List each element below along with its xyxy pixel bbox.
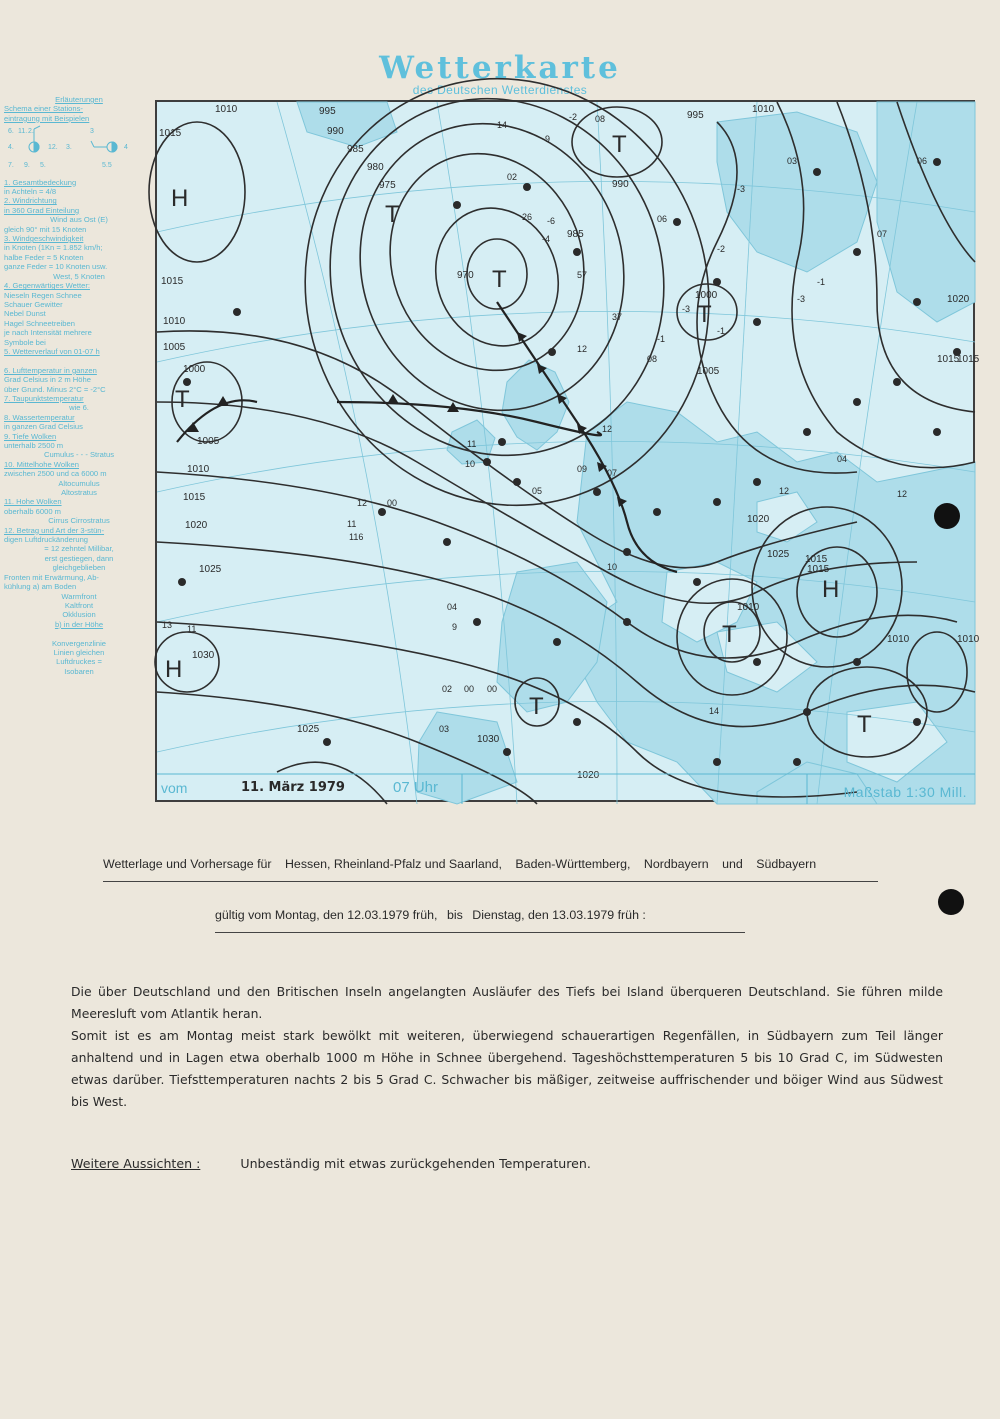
isobar-label: 1005 — [163, 342, 186, 353]
legend-line: Fronten mit Erwärmung, Ab- — [4, 572, 99, 582]
legend-line: 11. Hohe Wolken — [4, 497, 62, 507]
isobar-label: 970 — [457, 270, 474, 281]
isobar-label: 1015 — [807, 564, 830, 575]
map-time: 07 Uhr — [393, 779, 439, 796]
svg-text:7.: 7. — [8, 162, 14, 170]
legend-line: West, 5 Knoten — [53, 271, 105, 281]
station-value: 04 — [837, 454, 848, 464]
legend-line: Altocumulus — [58, 478, 100, 488]
station-value: 08 — [595, 114, 606, 124]
svg-text:5.: 5. — [40, 162, 46, 170]
forecast-body — [71, 981, 943, 1113]
legend-panel — [4, 95, 154, 815]
legend-line — [4, 356, 154, 365]
pressure-center-label: H — [171, 185, 189, 212]
svg-text:9.: 9. — [24, 162, 30, 170]
station-value: 12 — [602, 424, 613, 434]
legend-line: Altostratus — [61, 488, 97, 498]
isobar-label: 1015 — [957, 354, 980, 365]
forecast-outlook — [71, 1156, 591, 1171]
station-value: 12 — [779, 486, 790, 496]
station-value: 10 — [607, 562, 618, 572]
legend-line: 1. Gesamtbedeckung — [4, 177, 77, 187]
legend-line: 5. Wetterverlauf von 01-07 h — [4, 346, 100, 356]
svg-text:12.: 12. — [48, 144, 58, 152]
map-scale: Maßstab 1:30 Mill. — [843, 784, 967, 800]
legend-line: Nieseln Regen Schnee — [4, 290, 82, 300]
station-value: -4 — [542, 234, 551, 244]
isobar-label: 985 — [567, 229, 584, 240]
station-value: -2 — [717, 244, 726, 254]
legend-line: in Knoten (1Kn = 1.852 km/h; — [4, 243, 103, 253]
forecast-validity — [215, 908, 745, 933]
isobar-label: 1015 — [161, 276, 184, 287]
punch-hole-icon — [938, 889, 964, 915]
forecast-valid-part: bis — [446, 908, 463, 922]
pressure-center-label: T — [385, 201, 400, 228]
legend-line: Symbole bei — [4, 337, 46, 347]
station-value: 116 — [349, 532, 364, 542]
station-value: 14 — [709, 706, 720, 716]
isobar-label: 1020 — [185, 520, 208, 531]
station-value: 12 — [577, 344, 588, 354]
forecast-title-part: Südbayern — [756, 857, 817, 871]
pressure-center-label: T — [529, 693, 544, 720]
legend-line: ganze Feder = 10 Knoten usw. — [4, 262, 108, 272]
forecast-paragraph: Die über Deutschland und den Britischen Inseln angelangten Ausläufer des Tiefs bei Island überqueren Deutschland. Sie führen milde Meeresluft vom Atlantik heran. — [71, 984, 943, 1021]
isobar-label: 995 — [319, 106, 336, 117]
forecast-valid-part: gültig vom Montag, den 12.03.1979 früh, — [215, 908, 438, 922]
legend-line: Kaltfront — [64, 600, 94, 610]
legend-line: Erläuterungen — [55, 95, 103, 104]
isobar-label: 1025 — [297, 724, 320, 735]
forecast-title-part: Baden-Württemberg, — [515, 857, 631, 871]
legend-line: 8. Wassertemperatur — [4, 412, 75, 422]
station-value: 11 — [347, 519, 357, 529]
station-value: -2 — [569, 112, 578, 122]
station-value: -6 — [547, 216, 556, 226]
forecast-valid-part: Dienstag, den 13.03.1979 früh : — [472, 908, 646, 922]
legend-line: Nebel Dunst — [4, 309, 46, 319]
station-value: 11 — [467, 439, 477, 449]
legend-line: Isobaren — [64, 666, 94, 676]
station-value: -3 — [682, 304, 691, 314]
legend-line: gleichgeblieben — [52, 563, 106, 573]
forecast-title-part: und — [722, 857, 743, 871]
pressure-center-label: H — [822, 576, 840, 603]
legend-line: unterhalb 2500 m — [4, 441, 64, 450]
station-value: 06 — [657, 214, 668, 224]
station-schema-icon — [4, 123, 144, 175]
pressure-center-label: T — [612, 131, 627, 158]
legend-line: wie 6. — [69, 403, 89, 413]
pressure-center-label: T — [722, 621, 737, 648]
isobar-label: 1030 — [477, 734, 500, 745]
legend-line: 4. Gegenwärtiges Wetter: — [4, 281, 90, 291]
map-canvas — [157, 102, 980, 804]
isobar-label: 1020 — [947, 294, 970, 305]
outlook-text: Unbeständig mit etwas zurückgehenden Temperaturen. — [240, 1156, 591, 1171]
legend-line: 6. Lufttemperatur in ganzen — [4, 365, 97, 375]
station-value: 06 — [917, 156, 928, 166]
legend-line: Cirrus Cirrostratus — [48, 516, 110, 526]
station-value: -3 — [797, 294, 806, 304]
station-value: 14 — [497, 120, 508, 130]
forecast-title-part: Wetterlage und Vorhersage für — [103, 857, 272, 871]
map-title: Wetterkarte — [379, 50, 621, 86]
isobar-label: 995 — [687, 110, 704, 121]
forecast-title-part: Nordbayern — [643, 857, 709, 871]
legend-line: in ganzen Grad Celsius — [4, 422, 83, 432]
station-value: -1 — [717, 326, 726, 336]
isobar-label: 975 — [379, 180, 396, 191]
isobar-label: 1000 — [183, 364, 206, 375]
legend-line: Konvergenzlinie — [51, 638, 107, 648]
isobar-label: 1015 — [805, 554, 828, 565]
station-value: 09 — [577, 464, 588, 474]
legend-line: in Achteln = 4/8 — [4, 187, 57, 197]
map-vom-label: vom — [161, 780, 188, 796]
svg-text:6.: 6. — [8, 128, 14, 136]
isobar-label: 1010 — [887, 634, 910, 645]
station-value: 00 — [387, 498, 398, 508]
isobar-label: 990 — [612, 179, 629, 190]
svg-text:11.: 11. — [18, 128, 28, 136]
legend-line: halbe Feder = 5 Knoten — [4, 252, 84, 262]
isobar-label: 990 — [327, 126, 344, 137]
station-value: 08 — [647, 354, 658, 364]
isobar-label: 980 — [367, 162, 384, 173]
isobar-label: 1010 — [215, 104, 238, 115]
legend-line: 3. Windgeschwindigkeit — [4, 234, 84, 244]
station-value: 57 — [577, 270, 588, 280]
svg-text:3: 3 — [90, 128, 94, 136]
punch-hole-icon — [934, 503, 960, 529]
station-value: 13 — [162, 620, 173, 630]
weather-map — [155, 100, 980, 802]
station-value: 37 — [612, 312, 623, 322]
station-value: 26 — [522, 212, 533, 222]
legend-line: 9. Tiefe Wolken — [4, 431, 57, 441]
isobar-label: 985 — [347, 144, 364, 155]
pressure-center-label: T — [492, 266, 507, 293]
legend-line: je nach Intensität mehrere — [4, 328, 92, 338]
legend-line: Schema einer Stations- — [4, 104, 83, 114]
isobar-label: 1005 — [697, 366, 720, 377]
isobar-label: 1015 — [937, 354, 960, 365]
legend-line: Okklusion — [62, 610, 96, 620]
legend-line: 10. Mittelhohe Wolken — [4, 459, 79, 469]
station-value: 12 — [897, 489, 908, 499]
pressure-center-label: T — [697, 301, 712, 328]
legend-line: eintragung mit Beispielen — [4, 113, 90, 123]
outlook-label: Weitere Aussichten : — [71, 1156, 201, 1171]
legend-line: kühlung a) am Boden — [4, 582, 77, 592]
station-value: 02 — [442, 684, 453, 694]
isobar-label: 1005 — [197, 436, 220, 447]
isobar-label: 1010 — [737, 602, 760, 613]
legend-line: Cumulus - - - Stratus — [43, 450, 115, 460]
map-date: 11. März 1979 — [241, 780, 345, 795]
legend-line: 12. Betrag und Art der 3-stün- — [4, 525, 105, 535]
svg-text:4: 4 — [124, 144, 128, 152]
station-value: 05 — [532, 486, 543, 496]
station-value: 00 — [464, 684, 475, 694]
svg-text:2.: 2. — [28, 128, 34, 136]
svg-text:4.: 4. — [8, 144, 14, 152]
forecast-title — [103, 857, 878, 882]
isobar-label: 1010 — [163, 316, 186, 327]
station-value: 02 — [507, 172, 518, 182]
legend-line: 7. Taupunktstemperatur — [4, 393, 84, 403]
station-value: 10 — [465, 459, 476, 469]
station-value: 11 — [187, 624, 197, 634]
isobar-label: 1015 — [183, 492, 206, 503]
station-value: -9 — [542, 134, 551, 144]
pressure-center-label: T — [857, 711, 872, 738]
station-value: 07 — [607, 468, 618, 478]
isobar-label: 1000 — [695, 290, 718, 301]
station-value: 07 — [877, 229, 888, 239]
isobar-label: 1015 — [159, 128, 182, 139]
isobar-label: 1020 — [747, 514, 770, 525]
legend-line: über Grund. Minus 2°C = -2°C — [4, 384, 106, 394]
legend-line: 2. Windrichtung — [4, 196, 57, 206]
station-value: -1 — [817, 277, 826, 287]
legend-line: = 12 zehntel Millibar, — [44, 544, 114, 554]
isobar-label: 1010 — [187, 464, 210, 475]
isobar-label: 1025 — [767, 549, 790, 560]
legend-line: Warmfront — [61, 591, 97, 601]
station-value: 04 — [447, 602, 458, 612]
pressure-center-label: H — [165, 656, 183, 683]
legend-line: Luftdruckes = — [56, 657, 102, 667]
forecast-paragraph: Somit ist es am Montag meist stark bewölkt mit weiteren, überwiegend schauerartigen Regenfällen, in Südbayern zum Teil länger anhaltend und in Lagen etwa oberhalb 1000 m Höhe in Schnee übergehend. Tageshöchsttemperaturen 5 bis 10 Grad C, im Südwesten etwas darüber. Tiefsttemperaturen nachts 2 bis 5 Grad C. Schwacher bis mäßiger, zeitweise auffrischender und böiger Wind aus Südwest bis West. — [71, 1028, 943, 1109]
legend-line: Grad Celsius in 2 m Höhe — [4, 375, 91, 385]
pressure-center-label: T — [175, 386, 190, 413]
map-subtitle: des Deutschen Wetterdienstes — [412, 83, 588, 97]
station-value: 9 — [452, 622, 458, 632]
legend-line: Schauer Gewitter — [4, 299, 63, 309]
legend-line: b) in der Höhe — [54, 619, 104, 629]
isobar-label: 1010 — [957, 634, 980, 645]
svg-text:3.: 3. — [66, 144, 72, 152]
legend-line: in 360 Grad Einteilung — [4, 205, 80, 215]
legend-line: Linien gleichen — [53, 647, 105, 657]
station-value: -1 — [657, 334, 666, 344]
legend-line: zwischen 2500 und ca 6000 m — [4, 469, 107, 479]
forecast-title-part: Hessen, Rheinland-Pfalz und Saarland, — [284, 857, 502, 871]
legend-line — [4, 629, 154, 638]
isobar-label: 1020 — [577, 770, 600, 781]
station-value: 12 — [357, 498, 368, 508]
station-value: 03 — [439, 724, 450, 734]
legend-line: erst gestiegen, dann — [44, 553, 114, 563]
legend-line: digen Luftdruckänderung — [4, 535, 89, 545]
isobar-label: 1010 — [752, 104, 775, 115]
station-value: 03 — [787, 156, 798, 166]
station-value: -3 — [737, 184, 746, 194]
svg-text:5.5: 5.5 — [102, 162, 112, 170]
legend-line: Wind aus Ost (E) — [50, 215, 108, 225]
legend-line: oberhalb 6000 m — [4, 506, 61, 516]
station-value: 00 — [487, 684, 498, 694]
legend-line: Hagel Schneetreiben — [4, 318, 75, 328]
legend-line: gleich 90° mit 15 Knoten — [4, 224, 87, 234]
isobar-label: 1030 — [192, 650, 215, 661]
isobar-label: 1025 — [199, 564, 222, 575]
